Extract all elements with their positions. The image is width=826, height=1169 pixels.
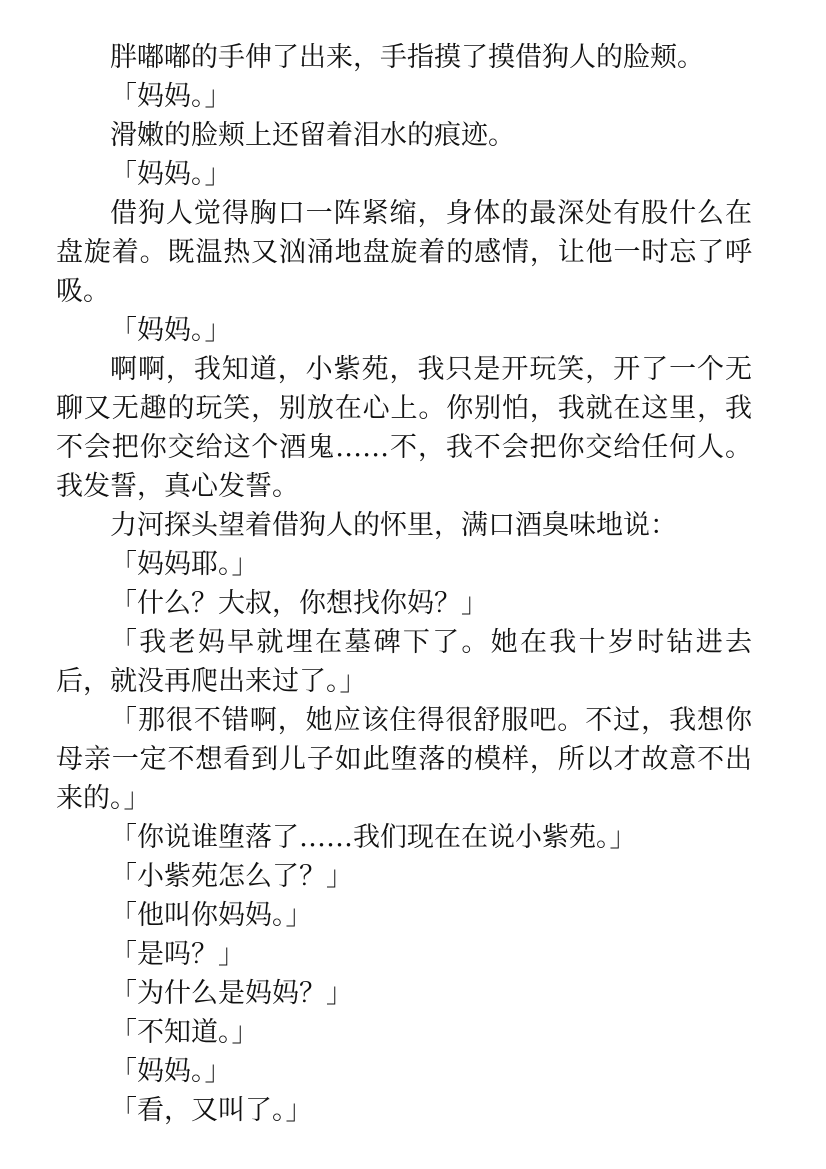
dialogue-line: 「妈妈。」 [110,81,232,112]
dialogue-line: 「我老妈早就埋在墓碑下了。她在我十岁时钻进去后，就没再爬出来过了。」 [56,627,752,697]
dialogue-line: 「妈妈。」 [110,1056,232,1087]
dialogue-line: 「他叫你妈妈。」 [110,900,313,931]
dialogue-line: 「看，又叫了。」 [110,1095,313,1126]
dialogue-line: 「什么？大叔，你想找你妈？」 [110,588,488,619]
dialogue-line: 「是吗？」 [110,939,245,970]
dialogue-line: 「妈妈耶。」 [110,549,259,580]
dialogue-line: 「妈妈。」 [110,159,232,190]
dialogue-line: 「那很不错啊，她应该住得很舒服吧。不过，我想你母亲一定不想看到儿子如此堕落的模样，所以才故意不出来的。」 [56,705,752,814]
narration-paragraph: 胖嘟嘟的手伸了出来，手指摸了摸借狗人的脸颊。 [110,42,704,73]
dialogue-line: 「小紫苑怎么了？」 [110,861,353,892]
narration-paragraph: 啊啊，我知道，小紫苑，我只是开玩笑，开了一个无聊又无趣的玩笑，别放在心上。你别怕，我就在这里，我不会把你交给这个酒鬼……不，我不会把你交给任何人。我发誓，真心发誓。 [56,354,752,502]
narration-paragraph: 滑嫩的脸颊上还留着泪水的痕迹。 [110,120,515,151]
dialogue-line: 「为什么是妈妈？」 [110,978,353,1009]
page-body [56,38,752,1130]
dialogue-line: 「不知道。」 [110,1017,259,1048]
narration-paragraph: 力河探头望着借狗人的怀里，满口酒臭味地说： [110,510,677,541]
narration-paragraph: 借狗人觉得胸口一阵紧缩，身体的最深处有股什么在盘旋着。既温热又汹涌地盘旋着的感情，让他一时忘了呼吸。 [56,198,752,307]
dialogue-line: 「你说谁堕落了……我们现在在说小紫苑。」 [110,822,637,853]
dialogue-line: 「妈妈。」 [110,315,232,346]
